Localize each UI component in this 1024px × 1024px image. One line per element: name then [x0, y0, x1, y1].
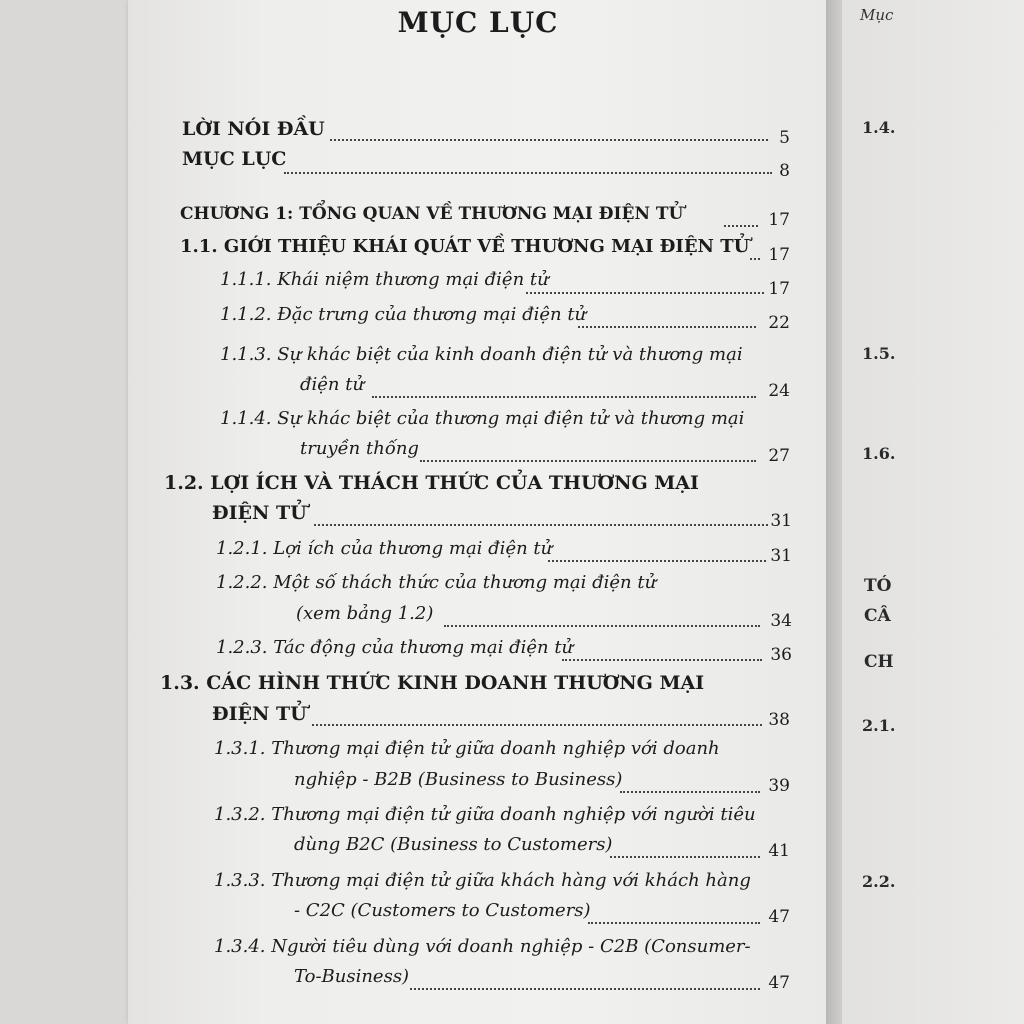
dot-leader [562, 659, 762, 661]
dot-leader [444, 625, 760, 627]
toc-entry-label: 1.1.1. Khái niệm thương mại điện tử [220, 269, 549, 290]
toc-entry-page: 5 [779, 128, 790, 148]
dot-leader [588, 922, 760, 924]
dot-leader [372, 396, 756, 398]
toc-entry-label: 1.3.4. Người tiêu dùng với doanh nghiệp - C2B (Consumer- [214, 936, 751, 957]
toc-entry-label: 1.1.4. Sự khác biệt của thương mại điện tử và thương mại [220, 408, 745, 429]
toc-entry-page: 17 [768, 210, 790, 230]
toc-entry-label-continued: nghiệp - B2B (Business to Business) [294, 769, 623, 790]
dot-leader [526, 292, 764, 294]
dot-leader [420, 460, 756, 462]
toc-entry-label-continued: (xem bảng 1.2) [296, 603, 434, 624]
right-page-label: TÓ [864, 576, 892, 596]
toc-entry-label: 1.1.3. Sự khác biệt của kinh doanh điện tử và thương mại [220, 344, 743, 365]
toc-entry-label-continued: ĐIỆN TỬ [212, 502, 307, 524]
toc-entry-label: 1.1.2. Đặc trưng của thương mại điện tử [220, 304, 587, 325]
right-page [842, 0, 1024, 1024]
toc-entry-label: 1.2.3. Tác động của thương mại điện tử [216, 637, 574, 658]
toc-entry-page: 24 [768, 381, 790, 401]
dot-leader [312, 724, 762, 726]
toc-entry-label: 1.2. LỢI ÍCH VÀ THÁCH THỨC CỦA THƯƠNG MẠI [164, 472, 699, 494]
toc-entry-page: 27 [768, 446, 790, 466]
dot-leader [330, 139, 768, 141]
toc-entry-label: 1.1. GIỚI THIỆU KHÁI QUÁT VỀ THƯƠNG MẠI ĐIỆN TỬ [180, 236, 750, 257]
toc-entry-page: 17 [768, 279, 790, 299]
dot-leader [284, 172, 772, 174]
toc-entry-page: 34 [770, 611, 792, 631]
toc-entry-label: MỤC LỤC [182, 148, 287, 170]
dot-leader [578, 326, 756, 328]
right-page-label: 2.2. [862, 872, 896, 891]
toc-entry-label: 1.3.3. Thương mại điện tử giữa khách hàng với khách hàng [214, 870, 751, 891]
toc-entry-page: 31 [770, 511, 792, 531]
right-page-header: Mục [860, 6, 894, 24]
toc-entry-label-continued: - C2C (Customers to Customers) [294, 900, 591, 921]
toc-entry-label: LỜI NÓI ĐẦU [182, 118, 325, 140]
toc-entry-page: 17 [768, 245, 790, 265]
toc-entry-page: 31 [770, 546, 792, 566]
right-page-label: CH [864, 652, 894, 672]
dot-leader [610, 856, 760, 858]
toc-entry-page: 38 [768, 710, 790, 730]
toc-entry-label: 1.3. CÁC HÌNH THỨC KINH DOANH THƯƠNG MẠI [160, 672, 705, 694]
toc-entry-label: 1.3.1. Thương mại điện tử giữa doanh nghiệp với doanh [214, 738, 720, 759]
toc-entry-page: 47 [768, 973, 790, 993]
right-page-label: CÂ [864, 606, 891, 626]
toc-entry-label-continued: To-Business) [294, 966, 410, 987]
toc-entry-page: 47 [768, 907, 790, 927]
toc-entry-label: 1.2.2. Một số thách thức của thương mại điện tử [216, 572, 657, 593]
dot-leader [314, 524, 768, 526]
page-title: MỤC LỤC [397, 6, 559, 39]
toc-entry-label: 1.2.1. Lợi ích của thương mại điện tử [216, 538, 553, 559]
toc-entry-label: CHƯƠNG 1: TỔNG QUAN VỀ THƯƠNG MẠI ĐIỆN TỬ [180, 204, 684, 224]
book-gutter [826, 0, 842, 1024]
toc-entry-label-continued: truyền thống [300, 438, 419, 459]
toc-entry-page: 36 [770, 645, 792, 665]
right-page-label: 1.5. [862, 344, 896, 363]
toc-entry-label: 1.3.2. Thương mại điện tử giữa doanh nghiệp với người tiêu [214, 804, 756, 825]
right-page-label: 2.1. [862, 716, 896, 735]
toc-entry-page: 8 [779, 161, 790, 181]
toc-entry-page: 39 [768, 776, 790, 796]
dot-leader [410, 988, 760, 990]
right-page-label: 1.4. [862, 118, 896, 137]
dot-leader [620, 791, 760, 793]
dot-leader [548, 560, 766, 562]
right-page-label: 1.6. [862, 444, 896, 463]
toc-entry-page: 41 [768, 841, 790, 861]
left-page [128, 0, 828, 1024]
toc-entry-label-continued: ĐIỆN TỬ [212, 703, 307, 725]
toc-entry-page: 22 [768, 313, 790, 333]
toc-entry-label-continued: điện tử [300, 374, 365, 395]
toc-entry-label-continued: dùng B2C (Business to Customers) [294, 834, 613, 855]
